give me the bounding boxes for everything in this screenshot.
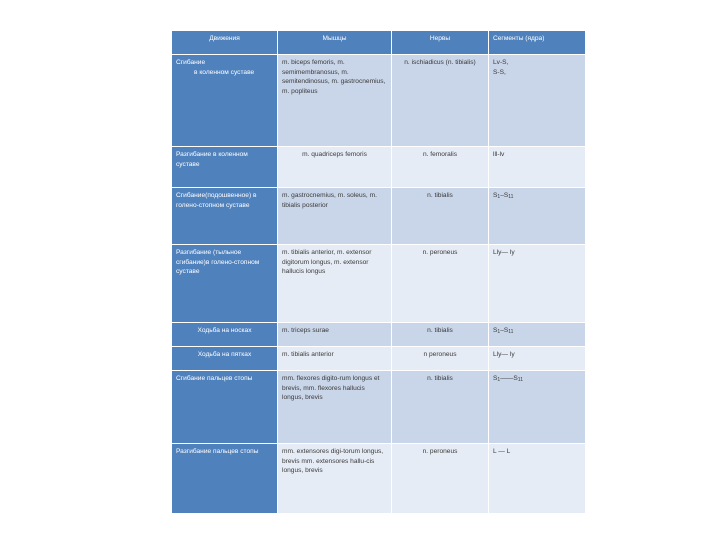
movements-table [172, 31, 582, 513]
row-2-movement: Разгибание в коленном суставе [172, 147, 277, 187]
row-5-muscles: m. triceps surae [278, 323, 391, 346]
row-7-segments: $S_1——S_{11}$ [489, 371, 585, 443]
row-1-segments: Lv-S, S-S, [489, 55, 585, 146]
row-2-nerves: n. femoralis [392, 147, 488, 187]
row-1-muscles: m. biceps femoris, m. semimembranosus, m. semitendinosus, m. gastrocnemius, m. popliteus [278, 55, 391, 146]
row-4-muscles: m. tibialis anterior, m. extensor digitorum longus, m. extensor hallucis longus [278, 245, 391, 322]
header-movements: Движения [172, 31, 277, 54]
row-2-segments: lll-lv [489, 147, 585, 187]
row-4-movement: Разгибание (тыльное сгибание)в голено-стопном суставе [172, 245, 277, 322]
row-2-muscles: m. quadriceps femoris [278, 147, 391, 187]
row-3-movement: Сгибание(подошвенное) в голено-стопном суставе [172, 188, 277, 244]
row-5-segments: $S_1-S_{11}$ [489, 323, 585, 346]
row-6-segments: Lly— ly [489, 347, 585, 370]
header-segments: Сегменты (ядра) [489, 31, 585, 54]
header-nerves: Нервы [392, 31, 488, 54]
header-muscles: Мышцы [278, 31, 391, 54]
row-7-movement: Сгибание пальцев стопы [172, 371, 277, 443]
row-4-nerves: n. peroneus [392, 245, 488, 322]
row-8-muscles: mm. extensores digi-torum longus, brevis mm. extensores hallu-cis longus, brevis [278, 444, 391, 513]
row-3-muscles: m. gastrocnemius, m. soleus, m. tibialis posterior [278, 188, 391, 244]
row-5-movement: Ходьба на носках [172, 323, 277, 346]
row-6-muscles: m. tibialis anterior [278, 347, 391, 370]
row-8-segments: L — L [489, 444, 585, 513]
row-1-nerves: n. ischiadicus (n. tibialis) [392, 55, 488, 146]
row-8-nerves: n. peroneus [392, 444, 488, 513]
row-7-muscles: mm. flexores digito-rum longus et brevis, mm. flexores hallucis longus, brevis [278, 371, 391, 443]
row-3-segments: $S_1-S_{11}$ [489, 188, 585, 244]
row-8-movement: Разгибание пальцев стопы [172, 444, 277, 513]
row-3-nerves: n. tibialis [392, 188, 488, 244]
row-7-nerves: n. tibialis [392, 371, 488, 443]
row-4-segments: Lly— ly [489, 245, 585, 322]
row-1-movement: Сгибание в коленном суставе [172, 55, 277, 146]
row-6-nerves: n peroneus [392, 347, 488, 370]
row-6-movement: Ходьба на пятках [172, 347, 277, 370]
row-5-nerves: n. tibialis [392, 323, 488, 346]
